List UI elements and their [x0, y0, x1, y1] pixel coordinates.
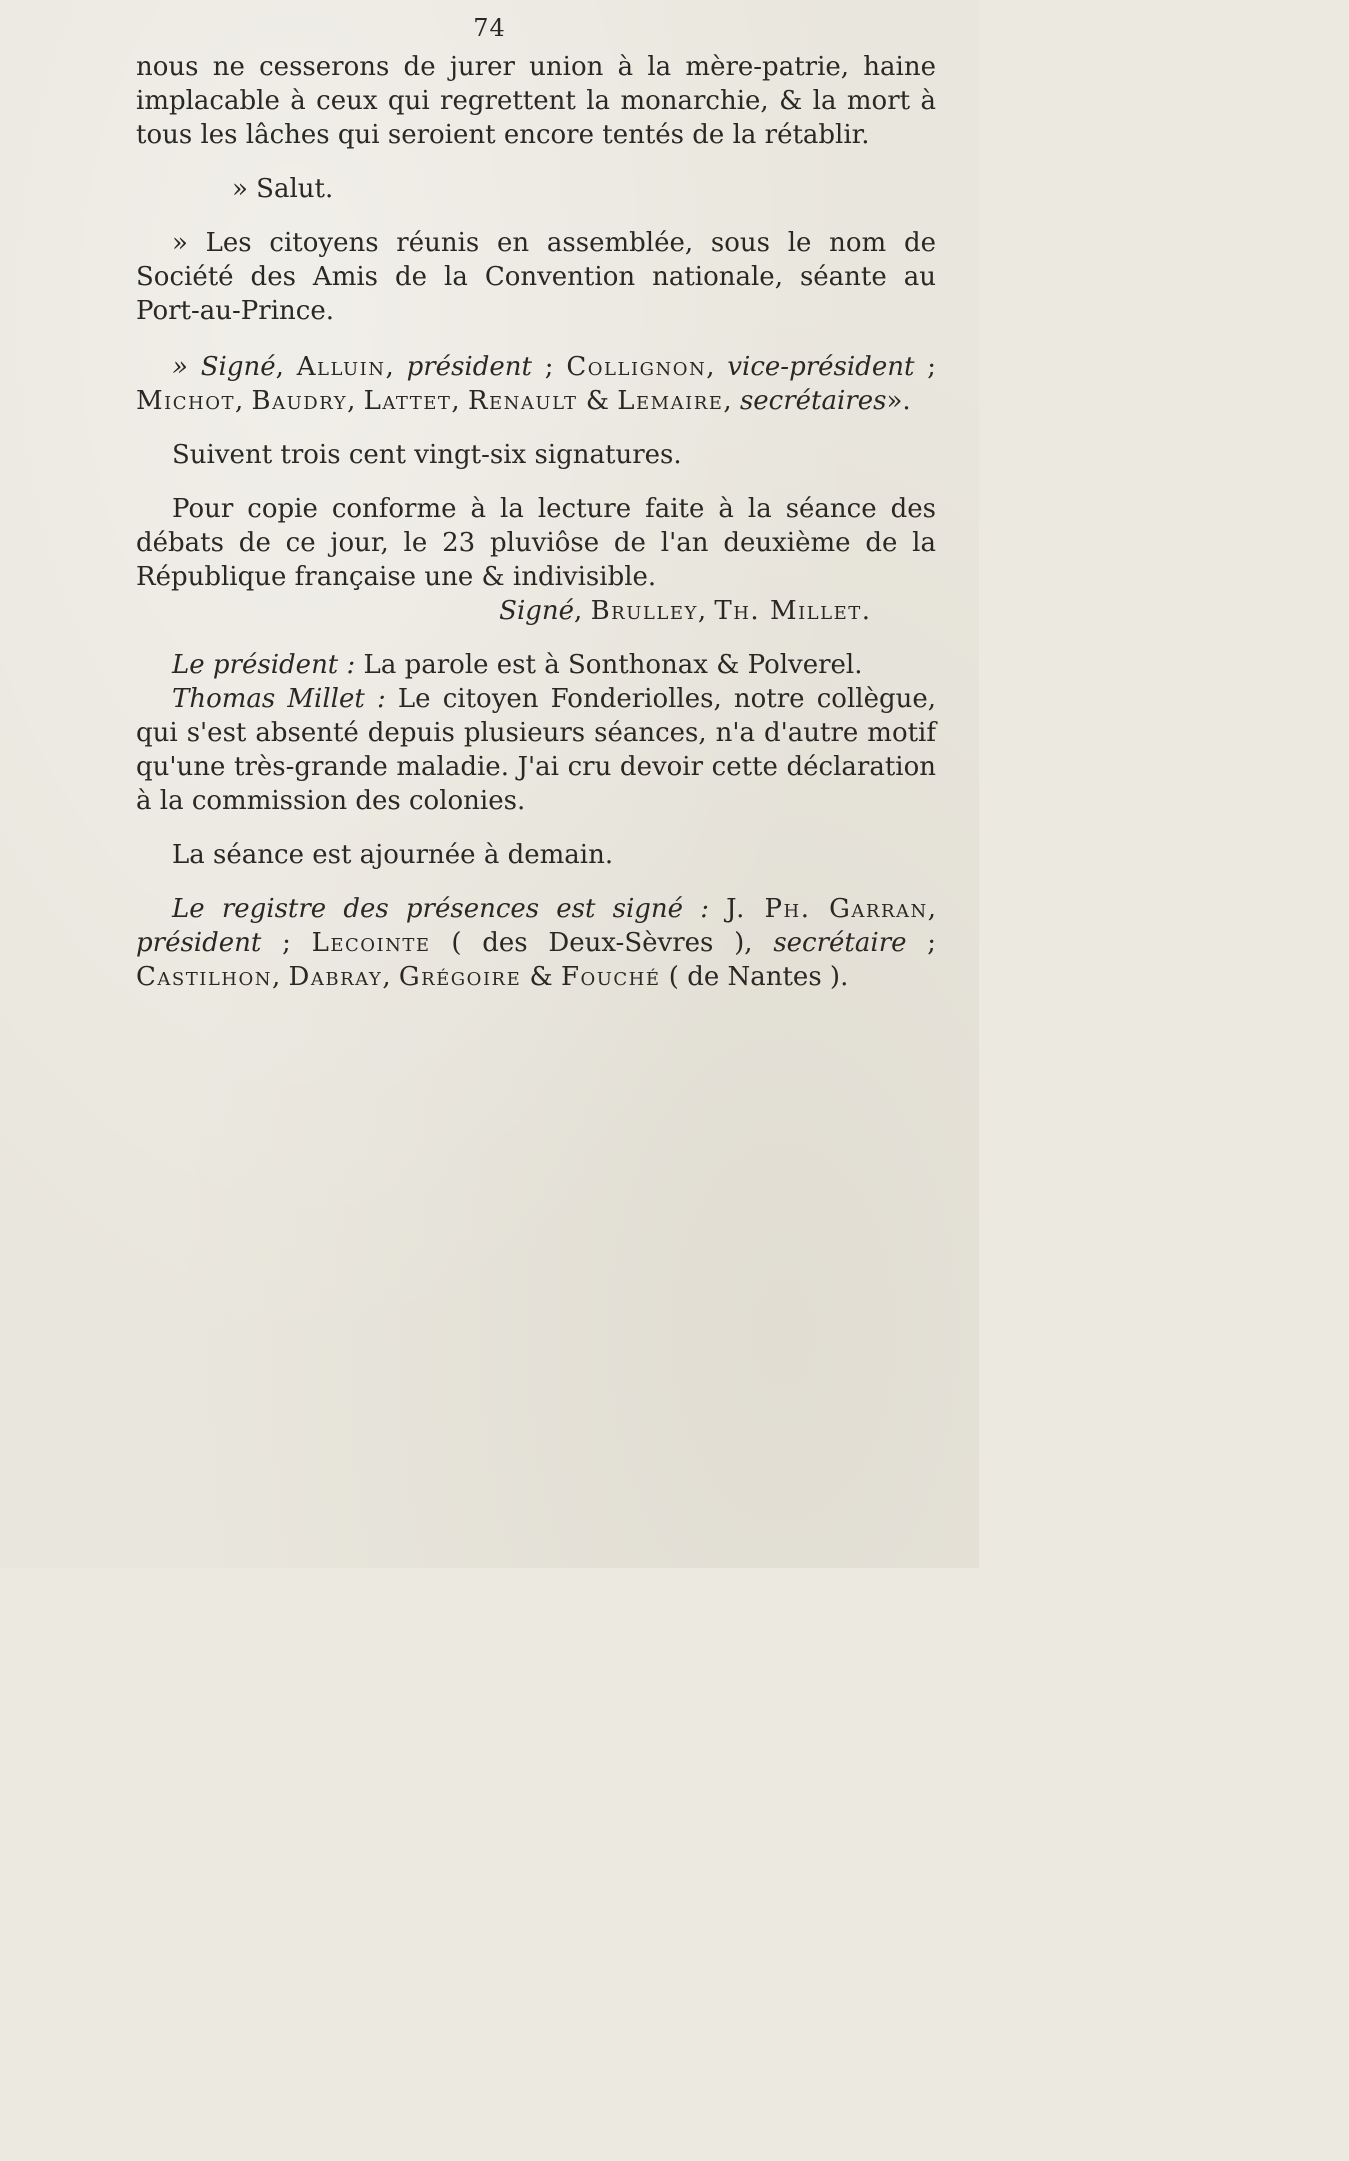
paragraph-signature-count: Suivent trois cent vingt-six signatures. [172, 440, 682, 470]
name-castilhon: Castilhon [136, 962, 272, 992]
name-baudry: Baudry [251, 386, 348, 416]
paragraph-president-speech [136, 648, 936, 682]
copy-signatories: Signé, Brulley, Th. Millet. [499, 596, 870, 626]
name-millet: Th. Millet [714, 596, 862, 626]
name-garran: J. Ph. Garran [726, 894, 928, 924]
speaker-president: Le président : [172, 650, 356, 680]
millet-speech-text: Le citoyen Fonderiolles, notre collègue, qui s'est absenté depuis plusieurs séances, n'a d'autre motif qu'une très-grande maladie. J'ai cru devoir cette déclaration à la commission des colonies. [136, 684, 936, 816]
name-lemaire: Lemaire [617, 386, 724, 416]
name-collignon: Collignon [566, 352, 707, 382]
role-secretaire: secrétaire [773, 928, 907, 958]
speaker-millet: Thomas Millet : [172, 684, 386, 714]
name-michot: Michot [136, 386, 235, 416]
role-president-register: président [136, 928, 262, 958]
name-dabray: Dabray [288, 962, 383, 992]
name-lecointe: Lecointe [311, 928, 431, 958]
closing-quote: ». [886, 386, 911, 416]
fouche-note: ( de Nantes ). [668, 962, 849, 992]
paragraph-salut: » Salut. [232, 174, 334, 204]
role-president: président [406, 352, 532, 382]
attendance-register: Le registre des présences est signé : J. Ph. Garran, président ; Lecointe ( des Deux-Sèvres ), secrétaire ; Castilhon, Dabray, Grégoire & Fouché ( de Nantes ). [136, 894, 937, 992]
society-signatories: » Signé, Alluin, président ; Collignon, vice-président ; Michot, Baudry, Lattet, Renault & Lemaire, secrétaires». [136, 352, 937, 416]
name-renault: Renault [467, 386, 578, 416]
name-alluin: Alluin [296, 352, 386, 382]
paragraph-copy-conform: Pour copie conforme à la lecture faite à la séance des débats de ce jour, le 23 pluviôse de l'an deuxième de la République française une & indivisible. [136, 494, 936, 592]
paragraph-oath: nous ne cesserons de jurer union à la mère-patrie, haine implacable à ceux qui regrettent la monarchie, & la mort à tous les lâches qui seroient encore tentés de la rétablir. [136, 52, 936, 150]
signe-label: » Signé [172, 352, 276, 382]
signe-label-2: Signé [499, 596, 575, 626]
page-body [136, 50, 936, 994]
name-gregoire: Grégoire [398, 962, 522, 992]
role-secretaires: secrétaires [739, 386, 887, 416]
page-number: 74 [473, 14, 506, 42]
lecointe-note: ( des Deux-Sèvres ) [451, 928, 745, 958]
paragraph-society: » Les citoyens réunis en assemblée, sous le nom de Société des Amis de la Convention nationale, séante au Port-au-Prince. [136, 228, 936, 326]
paragraph-adjourned: La séance est ajournée à demain. [172, 840, 614, 870]
register-intro: Le registre des présences est signé : [172, 894, 709, 924]
name-brulley: Brulley [590, 596, 698, 626]
name-lattet: Lattet [363, 386, 452, 416]
role-vice-president: vice-président [727, 352, 915, 382]
name-fouche: Fouché [560, 962, 661, 992]
president-speech-text: La parole est à Sonthonax & Polverel. [355, 650, 863, 680]
paragraph-millet-speech [136, 682, 936, 818]
